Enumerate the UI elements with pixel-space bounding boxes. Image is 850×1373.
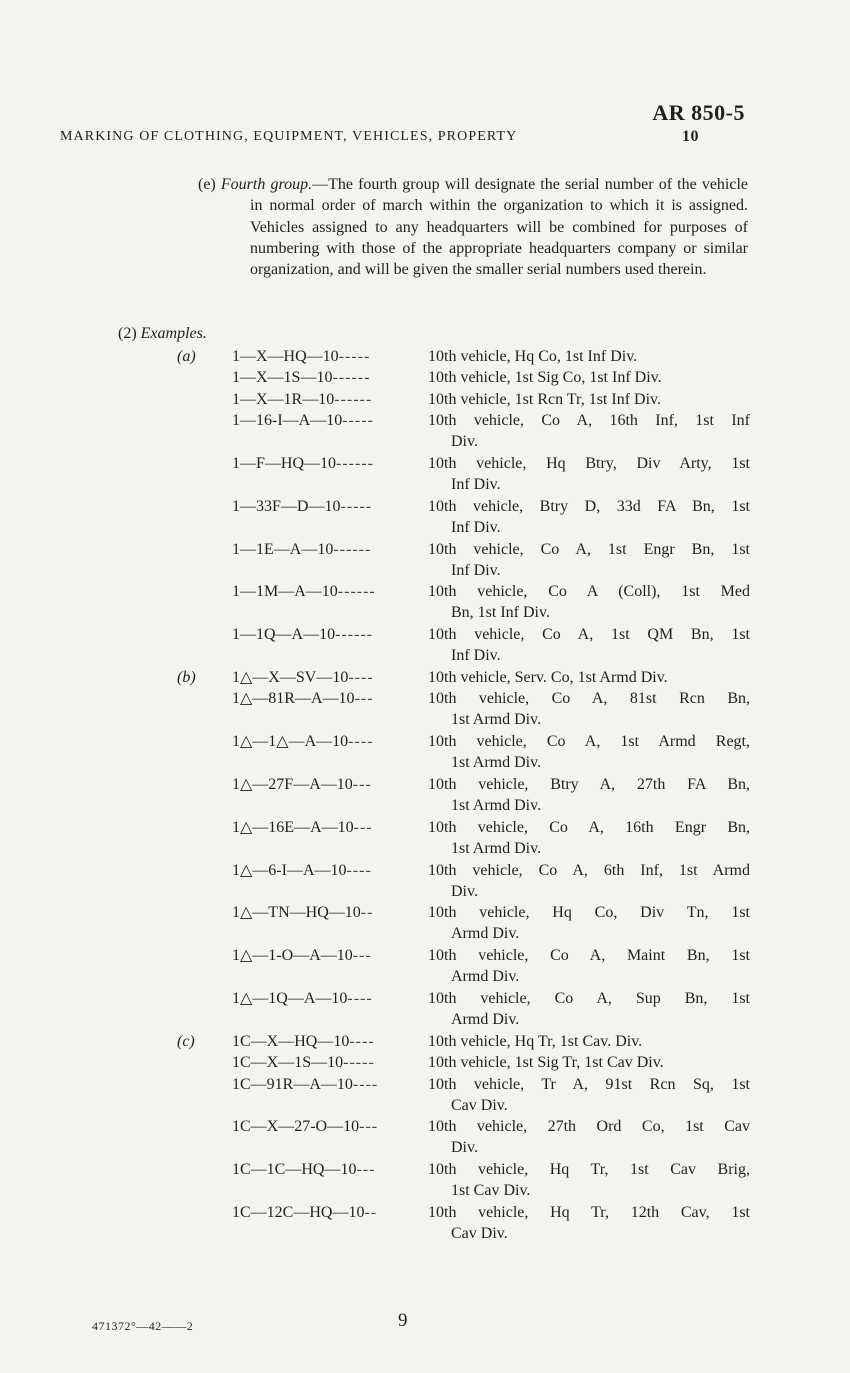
description-continuation: 1st Armd Div. — [451, 797, 542, 814]
vehicle-code-text: 1△—27F—A—10 — [232, 776, 353, 793]
description-line: 10th vehicle, Co A, Sup Bn, 1st — [428, 990, 750, 1007]
description-line: 10th vehicle, Co A, 16th Inf, 1st Inf — [428, 412, 750, 430]
vehicle-code — [232, 817, 424, 838]
leader-dots: ------ — [334, 390, 373, 408]
description-continuation: Cav Div. — [451, 1096, 508, 1114]
vehicle-code-text: 1△—81R—A—10 — [232, 690, 355, 708]
vehicle-code — [232, 902, 424, 923]
description-continuation: Inf Div. — [451, 647, 501, 665]
leader-dots: ------ — [333, 540, 372, 558]
vehicle-description — [428, 453, 750, 495]
vehicle-description — [428, 1052, 750, 1073]
vehicle-code — [232, 346, 424, 367]
description-line: 10th vehicle, Hq Btry, Div Arty, 1st — [428, 455, 750, 472]
description-continuation: Armd Div. — [451, 1011, 520, 1028]
vehicle-code-text: 1△—X—SV—10 — [232, 669, 349, 686]
vehicle-description — [428, 410, 750, 452]
vehicle-code — [232, 581, 424, 602]
vehicle-code-text: 1△—16E—A—10 — [232, 818, 354, 836]
running-header — [60, 129, 800, 145]
paragraph-fourth-group — [198, 174, 749, 280]
example-group-letter: (c) — [177, 1032, 195, 1050]
vehicle-code — [232, 410, 424, 431]
leader-dots: ---- — [347, 990, 373, 1007]
vehicle-code — [232, 1202, 424, 1223]
description-line: 10th vehicle, Co A (Coll), 1st Med — [428, 583, 750, 601]
vehicle-description — [428, 731, 750, 773]
paragraph-label: (e) — [198, 176, 216, 193]
leader-dots: --- — [352, 776, 372, 793]
paragraph-title: Fourth group. — [220, 176, 313, 193]
vehicle-code — [232, 1159, 424, 1180]
vehicle-code — [232, 389, 424, 410]
examples-heading — [118, 325, 207, 343]
vehicle-description — [428, 1202, 750, 1244]
description-continuation: 1st Armd Div. — [451, 711, 542, 729]
vehicle-code-text: 1—F—HQ—10 — [232, 455, 337, 472]
vehicle-description — [428, 774, 750, 816]
vehicle-code — [232, 988, 424, 1009]
description-line: 10th vehicle, Tr A, 91st Rcn Sq, 1st — [428, 1075, 750, 1093]
description-line: 10th vehicle, Hq Co, 1st Inf Div. — [428, 348, 638, 365]
examples-title: Examples. — [140, 325, 207, 342]
vehicle-code — [232, 496, 424, 517]
description-line: 10th vehicle, Co A, 81st Rcn Bn, — [428, 690, 750, 708]
vehicle-code-text: 1—16-I—A—10 — [232, 412, 343, 430]
leader-dots: --- — [359, 1118, 379, 1136]
leader-dots: ----- — [343, 1054, 375, 1072]
description-continuation: Inf Div. — [451, 476, 501, 493]
vehicle-code — [232, 539, 424, 560]
description-continuation: 1st Armd Div. — [451, 754, 542, 772]
description-line: 10th vehicle, Serv. Co, 1st Armd Div. — [428, 669, 668, 686]
description-line: 10th vehicle, Co A, 1st Engr Bn, 1st — [428, 540, 750, 558]
vehicle-code-text: 1△—1△—A—10 — [232, 733, 349, 751]
description-continuation: Inf Div. — [451, 561, 501, 579]
description-continuation: Div. — [451, 882, 478, 900]
leader-dots: ----- — [340, 497, 373, 515]
vehicle-code-text: 1—X—HQ—10 — [232, 348, 339, 365]
vehicle-code — [232, 774, 424, 795]
vehicle-description — [428, 1031, 750, 1052]
vehicle-description — [428, 496, 750, 538]
vehicle-code-text: 1C—X—27-O—10 — [232, 1118, 360, 1136]
description-continuation: 1st Armd Div. — [451, 839, 542, 857]
description-line: 10th vehicle, Co A, 6th Inf, 1st Armd — [428, 861, 750, 879]
leader-dots: ------ — [337, 583, 376, 601]
vehicle-code — [232, 453, 424, 474]
vehicle-code-text: 1—X—1R—10 — [232, 390, 335, 408]
vehicle-description — [428, 367, 750, 388]
vehicle-description — [428, 902, 750, 944]
leader-dots: ---- — [349, 1032, 375, 1050]
vehicle-description — [428, 539, 750, 581]
vehicle-code-text: 1△—1-O—A—10 — [232, 947, 353, 965]
vehicle-code-text: 1△—TN—HQ—10 — [232, 904, 361, 922]
vehicle-code — [232, 860, 424, 881]
leader-dots: ------ — [332, 369, 371, 387]
example-group-letter: (a) — [177, 348, 196, 365]
leader-dots: --- — [353, 818, 373, 836]
description-continuation: Div. — [451, 1139, 478, 1157]
description-line: 10th vehicle, 1st Sig Tr, 1st Cav Div. — [428, 1054, 664, 1072]
vehicle-code-text: 1△—6-I—A—10 — [232, 861, 347, 879]
leader-dots: ---- — [352, 1075, 379, 1093]
vehicle-description — [428, 624, 750, 666]
examples-number: (2) — [118, 325, 137, 342]
description-line: 10th vehicle, Co A, 16th Engr Bn, — [428, 818, 750, 836]
regulation-number: AR 850-5 — [652, 100, 745, 125]
vehicle-code — [232, 1074, 424, 1095]
description-continuation: Inf Div. — [451, 518, 501, 536]
vehicle-description — [428, 581, 750, 623]
description-continuation: Cav Div. — [451, 1225, 508, 1242]
vehicle-code — [232, 624, 424, 645]
leader-dots: --- — [356, 1161, 376, 1179]
description-line: 10th vehicle, 27th Ord Co, 1st Cav — [428, 1118, 750, 1136]
vehicle-code-text: 1—33F—D—10 — [232, 497, 341, 515]
vehicle-description — [428, 346, 750, 367]
vehicle-code-text: 1—X—1S—10 — [232, 369, 333, 387]
vehicle-code-text: 1C—12C—HQ—10 — [232, 1204, 365, 1221]
vehicle-code — [232, 945, 424, 966]
vehicle-code-text: 1C—X—HQ—10 — [232, 1032, 350, 1050]
leader-dots: ---- — [348, 669, 374, 686]
vehicle-code — [232, 1116, 424, 1137]
vehicle-code-text: 1C—X—1S—10 — [232, 1054, 344, 1072]
vehicle-description — [428, 667, 750, 688]
description-continuation: 1st Cav Div. — [451, 1182, 531, 1200]
section-number: 10 — [682, 128, 699, 145]
vehicle-description — [428, 988, 750, 1030]
description-line: 10th vehicle, Hq Tr, 1st Cav. Div. — [428, 1032, 643, 1050]
vehicle-code-text: 1C—1C—HQ—10 — [232, 1161, 357, 1179]
description-line: 10th vehicle, Btry D, 33d FA Bn, 1st — [428, 497, 750, 515]
description-line: 10th vehicle, 1st Sig Co, 1st Inf Div. — [428, 369, 662, 387]
vehicle-code — [232, 731, 424, 752]
leader-dots: --- — [354, 690, 374, 708]
vehicle-code — [232, 667, 424, 688]
vehicle-code-text: 1△—1Q—A—10 — [232, 990, 348, 1007]
vehicle-description — [428, 817, 750, 859]
leader-dots: --- — [352, 947, 372, 965]
vehicle-description — [428, 688, 750, 730]
vehicle-code-text: 1—1Q—A—10 — [232, 626, 336, 644]
vehicle-description — [428, 945, 750, 987]
print-code: 471372°—42——2 — [92, 1319, 194, 1333]
vehicle-code — [232, 1031, 424, 1052]
vehicle-code — [232, 688, 424, 709]
leader-dots: ----- — [342, 412, 374, 430]
vehicle-code-text: 1C—91R—A—10 — [232, 1075, 353, 1093]
description-line: 10th vehicle, Co A, Maint Bn, 1st — [428, 947, 750, 965]
vehicle-description — [428, 1116, 750, 1158]
vehicle-description — [428, 1074, 750, 1116]
description-line: 10th vehicle, Hq Tr, 1st Cav Brig, — [428, 1161, 750, 1179]
paragraph-text: —The fourth group will designate the serial number of the vehicle in normal order of march within the organization to which it is assigned. Vehicles assigned to any headquarters will be combined for purposes of numbering with those of the appropriate headquarters company or similar organization, and will be given the smaller serial numbers used therein. — [250, 176, 749, 279]
description-continuation: Armd Div. — [451, 925, 520, 943]
description-continuation: Armd Div. — [451, 968, 520, 986]
leader-dots: -- — [360, 904, 374, 922]
leader-dots: ------ — [336, 455, 374, 472]
vehicle-code — [232, 1052, 424, 1073]
vehicle-code — [232, 367, 424, 388]
description-line: 10th vehicle, Co A, 1st QM Bn, 1st — [428, 626, 750, 644]
vehicle-description — [428, 1159, 750, 1201]
leader-dots: ---- — [348, 733, 374, 751]
example-group-letter: (b) — [177, 669, 196, 686]
running-title: MARKING OF CLOTHING, EQUIPMENT, VEHICLES, PROPERTY — [60, 129, 518, 144]
description-line: 10th vehicle, Hq Tr, 12th Cav, 1st — [428, 1204, 750, 1221]
description-line: 10th vehicle, Hq Co, Div Tn, 1st — [428, 904, 750, 922]
leader-dots: ------ — [335, 626, 374, 644]
leader-dots: ---- — [346, 861, 372, 879]
description-line: 10th vehicle, Btry A, 27th FA Bn, — [428, 776, 750, 793]
description-continuation: Bn, 1st Inf Div. — [451, 604, 550, 622]
vehicle-code-text: 1—1E—A—10 — [232, 540, 334, 558]
description-continuation: Div. — [451, 433, 478, 451]
leader-dots: ----- — [338, 348, 371, 365]
leader-dots: -- — [364, 1204, 378, 1221]
description-line: 10th vehicle, Co A, 1st Armd Regt, — [428, 733, 750, 751]
vehicle-code-text: 1—1M—A—10 — [232, 583, 338, 601]
description-line: 10th vehicle, 1st Rcn Tr, 1st Inf Div. — [428, 390, 661, 408]
vehicle-description — [428, 389, 750, 410]
vehicle-description — [428, 860, 750, 902]
page-number: 9 — [398, 1310, 408, 1331]
